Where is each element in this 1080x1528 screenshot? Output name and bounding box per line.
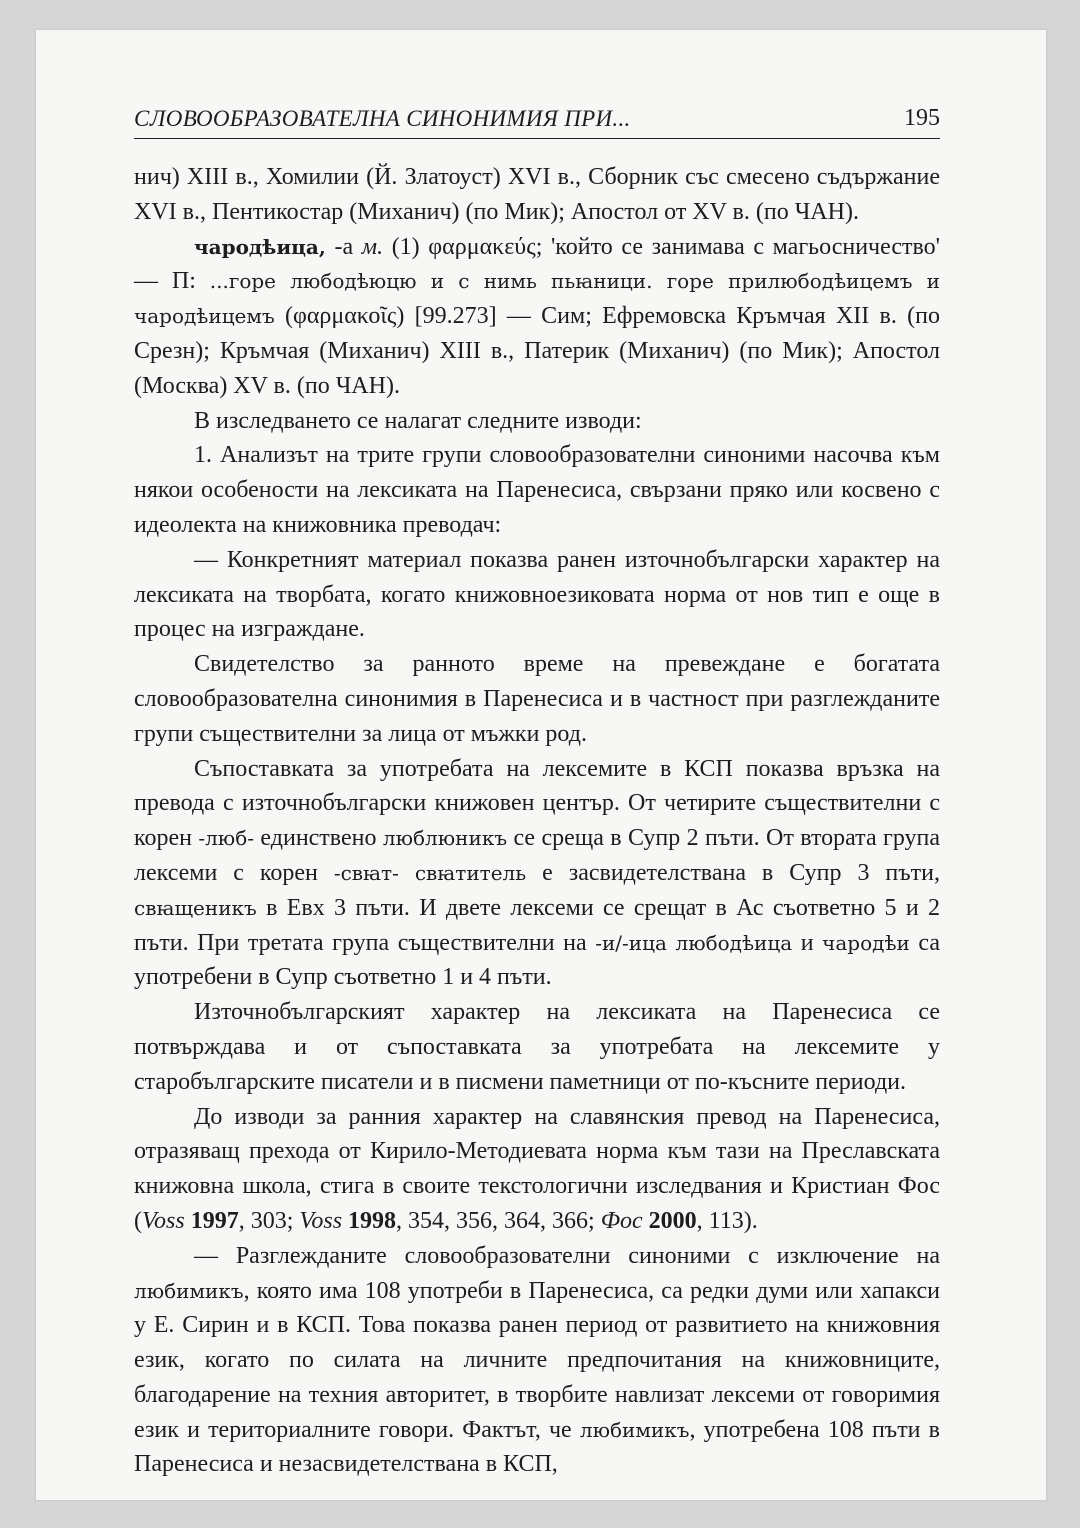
page-number: 195 <box>904 105 940 131</box>
paragraph: — Разглежданите словообразователни синоними с изключение на любимикъ, която има 108 употреби в Паренесиса, са редки думи или хапакси у Е. Сирин и в КСП. Това показва ранен период от развитието на книжовния език, когато по силата на личните предпочитания на книжовниците, благодарение на техния авторитет, в творбите навлизат лексеми от говоримия език и териториалните говори. Фактът, че любимикъ, употребена 108 пъти в Паренесиса и незасвидетелствана в КСП, <box>134 1242 941 1478</box>
paragraph: Свидетелство за ранното време на превеждане е богатата словообразователна синонимия в Паренесиса и в частност при разглежданите групи съществителни за лица от мъжки род. <box>134 651 940 747</box>
paragraph: — Конкретният материал показва ранен източнобългарски характер на лексиката на творбата, когато книжовноезиковата норма от нов тип е още в процес на изграждане. <box>134 546 940 643</box>
dictionary-entry: чародѣица, -а м. (1) φαρμακεύς; 'който се занимава с магьосничество' — П: ...горе любодѣюцю и с нимь пьꙗници. горе прилюбодѣицемъ и чародѣицемъ (φαρμακοῖς) [99.273] — Сим; Ефремовска Кръмчая XII в. (по Срезн); Кръмчая (Миханич) XIII в., Патерик (Миханич) (по Мик); Апостол (Москва) XV в. (по ЧАН). <box>134 233 941 399</box>
body-text <box>134 160 940 1482</box>
paragraph: В изследването се налагат следните изводи: <box>194 407 642 434</box>
paragraph: Източнобългарският характер на лексиката на Паренесиса се потвърждава и от съпоставката за употребата на лексемите у старобългарските писатели и в писмени паметници от по-късните периоди. <box>134 999 940 1095</box>
headword: чародѣица, <box>194 234 326 259</box>
running-title: СЛОВООБРАЗОВАТЕЛНА СИНОНИМИЯ ПРИ... <box>134 106 631 131</box>
paragraph: Съпоставката за употребата на лексемите в КСП показва връзка на превода с източнобългарски книжовен център. От четирите съществителни с корен -люб- единствено люблюникъ се среща в Супр 2 пъти. От втората група лексеми с корен -свꙗт- свꙗтитель е засвидетелствана в Супр 3 пъти, свꙗщеникъ в Евх 3 пъти. И двете лексеми се срещат в Ас съответно 5 и 2 пъти. При третата група съществителни на -и/-ица любодѣица и чародѣи са употребени в Супр съответно 1 и 4 пъти. <box>134 755 941 991</box>
paragraph: 1. Анализът на трите групи словообразователни синоними насочва към някои особености на лексиката на Паренесиса, свързани пряко или косвено с идеолекта на книжовника преводач: <box>134 442 940 538</box>
paragraph: До изводи за ранния характер на славянския превод на Паренесиса, отразяващ прехода от Кирило-Методиевата норма към тази на Преславската книжовна школа, стига в своите текстологични изследвания и Кристиан Фос (Voss 1997, 303; Voss 1998, 354, 356, 364, 366; Фос 2000, 113). <box>134 1103 940 1234</box>
paragraph: нич) XIII в., Хомилии (Й. Златоуст) XVI в., Сборник със смесено съдържание XVI в., Пентикостар (Миханич) (по Мик); Апостол от XV в. (по ЧАН). <box>134 164 940 225</box>
page-header <box>134 98 940 139</box>
old-slavonic-quote: ...горе любодѣюцю и с нимь пьꙗници. горе прилюбодѣицемъ и чародѣицемъ <box>134 269 941 329</box>
